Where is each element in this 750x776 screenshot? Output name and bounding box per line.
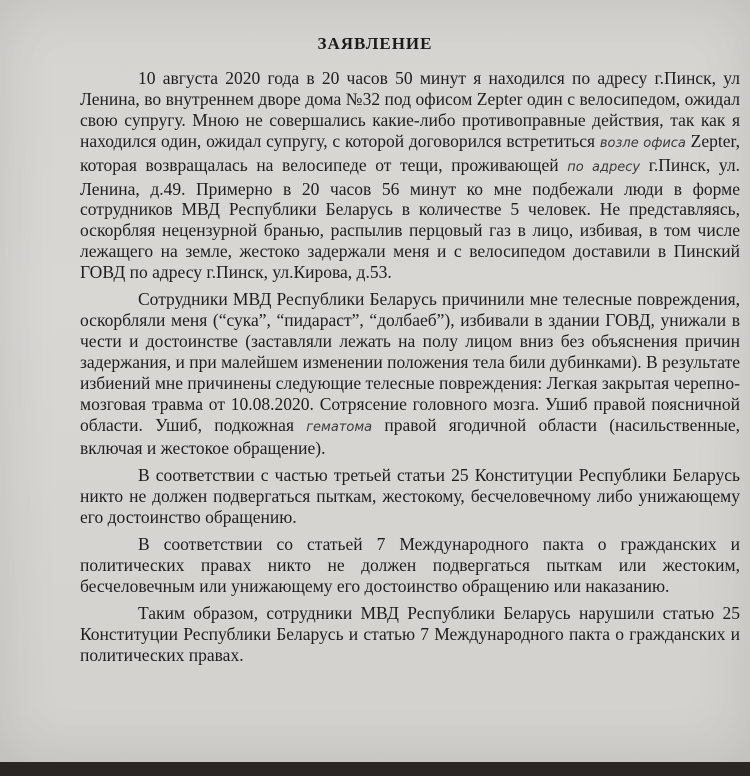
handwritten-insert-2: по адресу xyxy=(567,159,641,175)
paragraph-1-text-c: г.Пинск, ул. Ленина, д.49. Примерно в 20 часов 56 минут ко мне подбежали люди в форме сотрудников МВД Республики Беларусь в количестве 5 человек. Не представляясь, оскорбляя нецензурной бранью, распылив перцовый газ в лицо, избивая, в том числе лежащего на земле, жестоко задержали меня и с велосипедом доставили в Пинский ГОВД по адресу г.Пинск, ул.Кирова, д.53. xyxy=(80,154,740,283)
background-floor xyxy=(0,762,750,776)
document-body xyxy=(80,68,740,665)
handwritten-insert-1: возле офиса xyxy=(599,135,686,151)
paragraph-2-text-a: Сотрудники МВД Республики Беларусь причинили мне телесные повреждения, оскорбляли меня (“сука”, “пидараст”, “долбаеб”), избивали в здании ГОВД, унижали в чести и достоинстве (заставляли лежать на полу лицом вниз без объяснения причин задержания, и при малейшем изменении положения тела били дубинками). В результате избиений мне причинены следующие телесные повреждения: Легкая закрытая черепно-мозговая травма от 10.08.2020. Сотрясение головного мозга. Ушиб правой поясничной области. Ушиб, подкожная xyxy=(80,289,740,435)
paragraph-1-text-a: 10 августа 2020 года в 20 часов 50 минут я находился по адресу г.Пинск, ул Ленина, во внутреннем дворе дома №32 под офисом Zepter один с велосипедом, ожидал свою супругу. Мною не совершались какие-либо противоправные действия, так как я находился один, ожидал супругу, с которой договорился встретиться xyxy=(80,68,740,151)
handwritten-insert-3: гематома xyxy=(306,419,373,435)
paragraph-2 xyxy=(80,289,740,459)
paragraph-1-text-b: Zepter, которая возвращалась на велосипеде от тещи, проживающей xyxy=(80,130,741,175)
document-title: ЗАЯВЛЕНИЕ xyxy=(317,34,433,53)
paragraph-1 xyxy=(80,68,740,283)
paragraph-5: Таким образом, сотрудники МВД Республики Беларусь нарушили статью 25 Конституции Республики Беларусь и статью 7 Международного пакта о гражданских и политических правах. xyxy=(80,602,740,665)
paragraph-4: В соответствии со статьей 7 Международного пакта о гражданских и политических правах никто не должен подвергаться пыткам или жестоким, бесчеловечным или унижающему его достоинство обращению или наказанию. xyxy=(80,534,740,596)
paragraph-2-text-b: правой ягодичной области (насильственные, включая и жестокое обращение). xyxy=(80,414,741,459)
paragraph-3: В соответствии с частью третьей статьи 25 Конституции Республики Беларусь никто не должен подвергаться пыткам, жестокому, бесчеловечному либо унижающему его достоинство обращению. xyxy=(80,465,740,528)
